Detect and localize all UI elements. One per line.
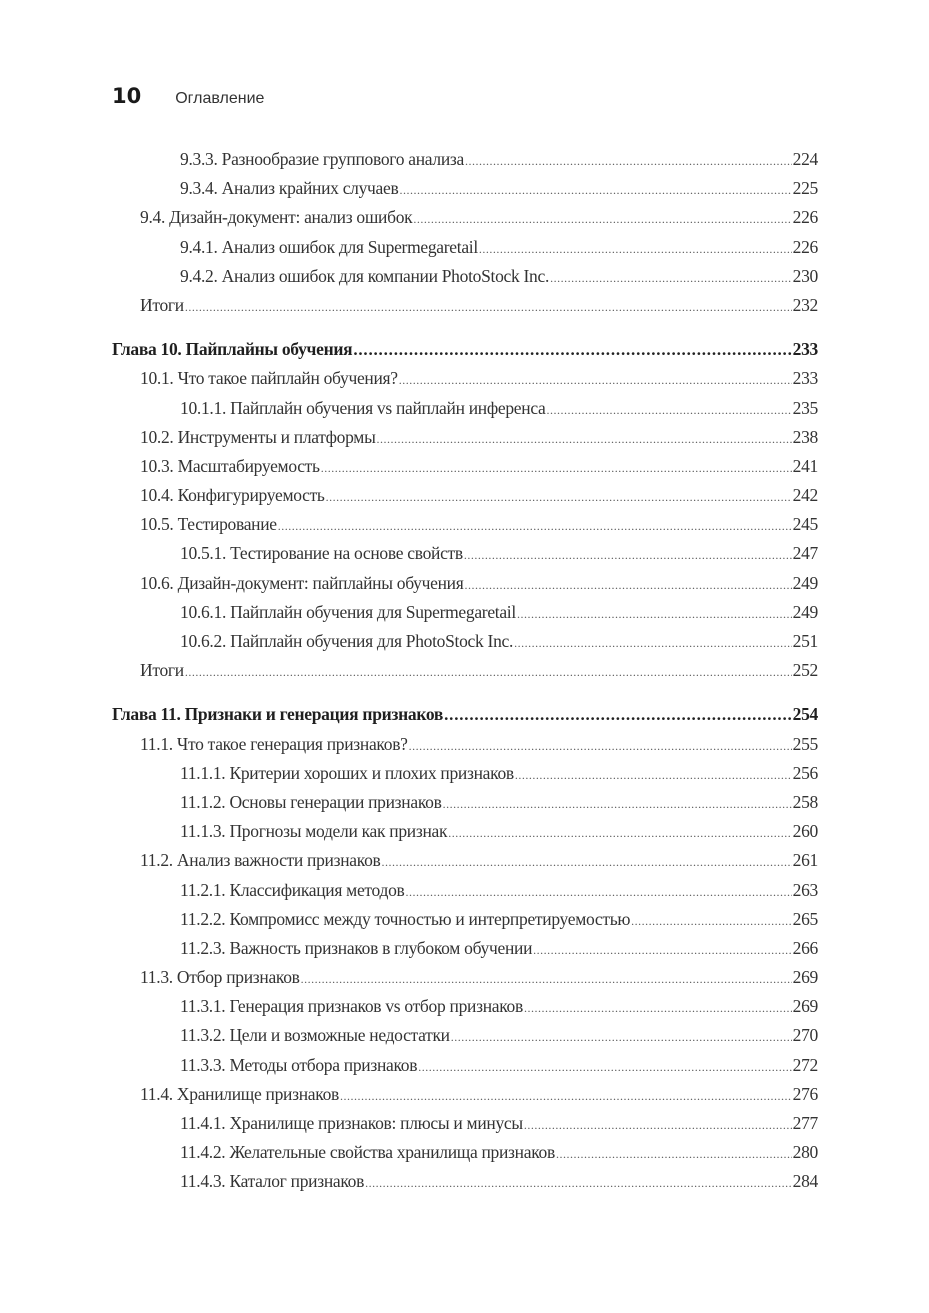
toc-entry[interactable]: [112, 788, 818, 817]
toc-dot-leader: [444, 700, 792, 729]
toc-dot-leader: [464, 541, 792, 570]
toc-entry[interactable]: [112, 1167, 818, 1196]
toc-entry-page: 245: [792, 514, 818, 535]
toc-dot-leader: [524, 994, 792, 1023]
toc-entry[interactable]: [112, 174, 818, 203]
toc-chapter-entry[interactable]: [112, 700, 818, 729]
toc-dot-leader: [556, 1140, 792, 1169]
toc-entry-title: 11.2. Анализ важности признаков: [140, 850, 381, 871]
toc-dot-leader: [185, 658, 792, 687]
toc-entry[interactable]: [112, 481, 818, 510]
toc-entry-page: 260: [792, 821, 818, 842]
toc-entry-title: 10.6. Дизайн-документ: пайплайны обучения: [140, 572, 464, 593]
toc-entry-page: 235: [792, 397, 818, 418]
toc-entry[interactable]: [112, 291, 818, 320]
toc-entry-page: 249: [792, 601, 818, 622]
toc-entry-title: 11.1. Что такое генерация признаков?: [140, 733, 408, 754]
toc-entry[interactable]: [112, 364, 818, 393]
toc-entry-title: 11.3. Отбор признаков: [140, 967, 300, 988]
toc-dot-leader: [479, 235, 792, 264]
toc-dot-leader: [326, 483, 792, 512]
toc-entry-title: 11.3.1. Генерация признаков vs отбор признаков: [180, 996, 523, 1017]
toc-entry-page: 238: [792, 426, 818, 447]
toc-entry-title: 11.3.2. Цели и возможные недостатки: [180, 1025, 450, 1046]
toc-entry-page: 284: [792, 1171, 818, 1192]
toc-entry-page: 265: [792, 908, 818, 929]
toc-entry-page: 247: [792, 543, 818, 564]
toc-dot-leader: [514, 629, 792, 658]
toc-entry-title: 11.2.1. Классификация методов: [180, 879, 405, 900]
toc-entry-title: 10.3. Масштабируемость: [140, 455, 320, 476]
toc-dot-leader: [409, 732, 792, 761]
toc-entry[interactable]: [112, 1109, 818, 1138]
toc-entry-page: 252: [792, 660, 818, 681]
toc-entry-page: 276: [792, 1083, 818, 1104]
toc-dot-leader: [443, 790, 792, 819]
toc-entry-page: 272: [792, 1054, 818, 1075]
toc-entry-title: Итоги: [140, 294, 184, 315]
toc-entry-title: 9.4.1. Анализ ошибок для Supermegaretail: [180, 236, 478, 257]
toc-entry-page: 269: [792, 996, 818, 1017]
toc-entry-page: 242: [792, 485, 818, 506]
toc-entry-page: 233: [792, 339, 818, 360]
toc-entry-page: 233: [792, 368, 818, 389]
toc-entry-title: 10.4. Конфигурируемость: [140, 485, 325, 506]
page-number: 10: [112, 84, 142, 108]
toc-dot-leader: [399, 366, 792, 395]
toc-entry-page: 280: [792, 1142, 818, 1163]
toc-group-chapter-10: [112, 335, 818, 685]
toc-dot-leader: [517, 600, 792, 629]
toc-entry-title: 11.1.2. Основы генерации признаков: [180, 791, 442, 812]
toc-entry-page: 256: [792, 762, 818, 783]
toc-entry[interactable]: [112, 1080, 818, 1109]
toc-dot-leader: [301, 965, 792, 994]
toc-entry-page: 226: [792, 236, 818, 257]
toc-dot-leader: [321, 454, 792, 483]
toc-entry-page: 232: [792, 294, 818, 315]
toc-entry-title: 10.6.1. Пайплайн обучения для Supermegaretail: [180, 601, 516, 622]
toc-dot-leader: [451, 1023, 792, 1052]
toc-entry-page: 226: [792, 207, 818, 228]
toc-dot-leader: [365, 1169, 792, 1198]
toc-entry-title: 11.1.3. Прогнозы модели как признак: [180, 821, 448, 842]
toc-entry[interactable]: [112, 1138, 818, 1167]
toc-entry[interactable]: [112, 730, 818, 759]
toc-entry-title: Итоги: [140, 660, 184, 681]
toc-group-chapter-11: [112, 700, 818, 1196]
toc-entry[interactable]: [112, 423, 818, 452]
toc-entry[interactable]: [112, 394, 818, 423]
toc-entry-page: 255: [792, 733, 818, 754]
toc-dot-leader: [353, 335, 791, 364]
toc-entry-title: 10.1. Что такое пайплайн обучения?: [140, 368, 398, 389]
page-header: [112, 84, 264, 112]
toc-entry-page: 277: [792, 1113, 818, 1133]
toc-entry-title: Глава 10. Пайплайны обучения: [112, 339, 353, 360]
toc-entry[interactable]: [112, 598, 818, 627]
toc-dot-leader: [465, 147, 792, 176]
toc-entry-title: 11.2.2. Компромисс между точностью и интерпретируемостью: [180, 908, 631, 929]
toc-entry-title: 11.2.3. Важность признаков в глубоком обучении: [180, 937, 533, 958]
toc-entry[interactable]: [112, 846, 818, 875]
toc-dot-leader: [524, 1111, 792, 1140]
toc-dot-leader: [418, 1053, 791, 1082]
toc-entry-title: 10.6.2. Пайплайн обучения для PhotoStock Inc.: [180, 631, 514, 651]
toc-entry[interactable]: [112, 539, 818, 568]
toc-dot-leader: [533, 936, 791, 965]
toc-dot-leader: [464, 571, 791, 600]
toc-entry[interactable]: [112, 963, 818, 992]
toc-entry-page: 263: [792, 879, 818, 900]
toc-entry[interactable]: [112, 203, 818, 232]
toc-entry[interactable]: [112, 817, 818, 846]
toc-dot-leader: [382, 848, 792, 877]
toc-entry-title: 9.4.2. Анализ ошибок для компании PhotoStock Inc.: [180, 265, 550, 286]
toc-entry-title: 11.4.1. Хранилище признаков: плюсы и минусы: [180, 1113, 523, 1133]
toc-entry-title: 9.4. Дизайн-документ: анализ ошибок: [140, 207, 413, 228]
toc-dot-leader: [515, 761, 792, 790]
toc-dot-leader: [546, 396, 791, 425]
toc-entry-title: 10.1.1. Пайплайн обучения vs пайплайн инференса: [180, 397, 546, 418]
table-of-contents: [112, 145, 818, 1197]
toc-dot-leader: [377, 425, 792, 454]
toc-dot-leader: [448, 819, 791, 848]
toc-entry-title: 10.5.1. Тестирование на основе свойств: [180, 543, 463, 564]
toc-entry-page: 269: [792, 967, 818, 988]
toc-entry-title: 11.4.3. Каталог признаков: [180, 1171, 365, 1192]
toc-group-chapter-9-end: [112, 145, 818, 320]
toc-dot-leader: [340, 1082, 792, 1111]
toc-entry[interactable]: [112, 452, 818, 481]
toc-entry[interactable]: [112, 510, 818, 539]
running-title: Оглавление: [175, 90, 265, 107]
toc-entry-page: 261: [792, 850, 818, 871]
toc-entry[interactable]: [112, 1051, 818, 1080]
toc-dot-leader: [550, 264, 792, 293]
toc-entry-title: 10.5. Тестирование: [140, 514, 277, 535]
toc-entry[interactable]: [112, 233, 818, 262]
toc-entry[interactable]: [112, 145, 818, 174]
toc-entry[interactable]: [112, 1021, 818, 1050]
toc-entry-title: 10.2. Инструменты и платформы: [140, 426, 376, 447]
toc-chapter-entry[interactable]: [112, 335, 818, 364]
toc-entry-page: 251: [792, 631, 818, 651]
toc-entry-title: 11.4.2. Желательные свойства хранилища признаков: [180, 1142, 555, 1163]
toc-entry[interactable]: [112, 905, 818, 934]
toc-entry-title: 11.4. Хранилище признаков: [140, 1083, 339, 1104]
toc-entry-page: 254: [792, 704, 818, 725]
toc-entry[interactable]: [112, 876, 818, 905]
toc-entry-page: 241: [792, 455, 818, 476]
toc-entry[interactable]: [112, 569, 818, 598]
toc-entry-page: 225: [792, 178, 818, 199]
toc-entry-page: 224: [792, 149, 818, 169]
toc-entry[interactable]: [112, 992, 818, 1021]
toc-entry[interactable]: [112, 262, 818, 291]
toc-entry-page: 249: [792, 572, 818, 593]
toc-dot-leader: [185, 293, 792, 322]
toc-entry[interactable]: [112, 759, 818, 788]
toc-gap: [112, 685, 818, 700]
toc-entry-title: 9.3.3. Разнообразие группового анализа: [180, 149, 464, 169]
toc-entry[interactable]: [112, 627, 818, 656]
toc-entry-page: 258: [792, 791, 818, 812]
toc-dot-leader: [631, 907, 791, 936]
toc-entry[interactable]: [112, 656, 818, 685]
toc-dot-leader: [278, 512, 792, 541]
toc-entry-title: 11.1.1. Критерии хороших и плохих признаков: [180, 762, 514, 783]
toc-entry-title: 9.3.4. Анализ крайних случаев: [180, 178, 399, 199]
toc-dot-leader: [406, 878, 792, 907]
toc-entry-title: Глава 11. Признаки и генерация признаков: [112, 704, 444, 725]
toc-dot-leader: [413, 205, 791, 234]
toc-entry[interactable]: [112, 934, 818, 963]
toc-entry-page: 266: [792, 937, 818, 958]
toc-gap: [112, 320, 818, 335]
toc-entry-page: 270: [792, 1025, 818, 1046]
toc-entry-title: 11.3.3. Методы отбора признаков: [180, 1054, 418, 1075]
toc-dot-leader: [399, 176, 791, 205]
toc-entry-page: 230: [792, 265, 818, 286]
